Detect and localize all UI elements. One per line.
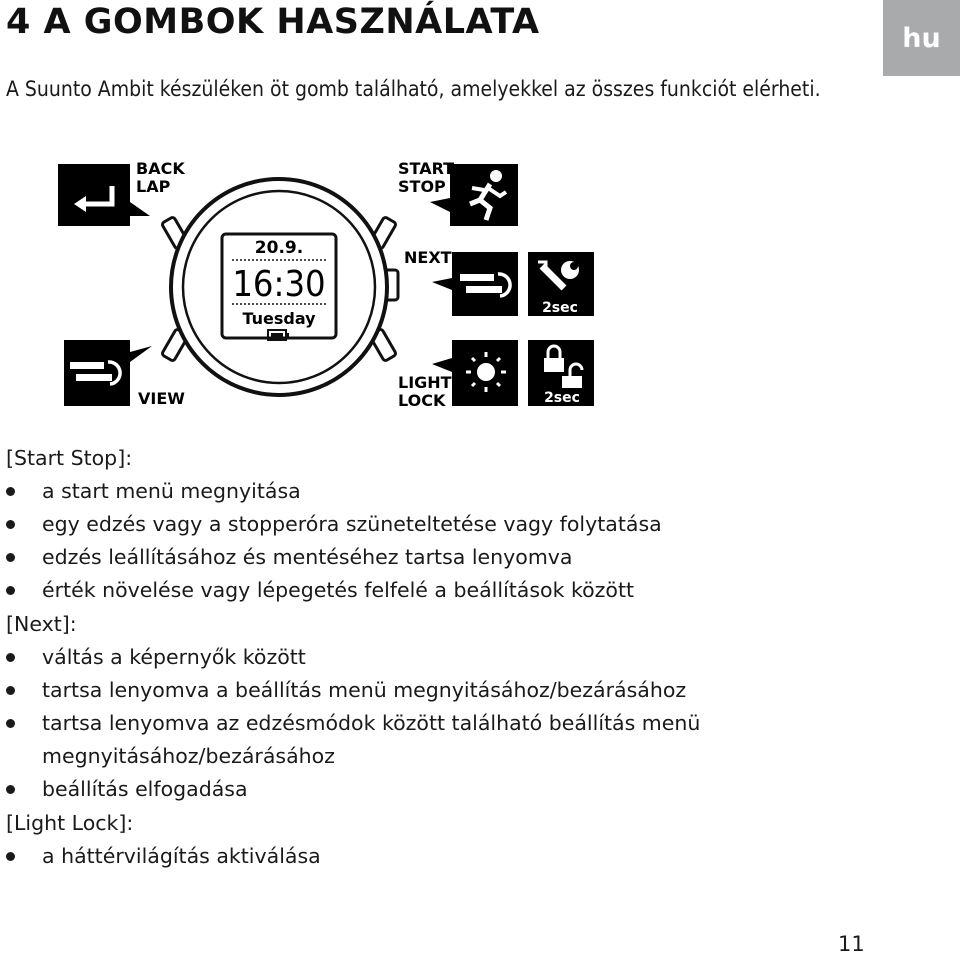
lap-label: LAP: [136, 177, 171, 196]
next-label: NEXT: [404, 248, 452, 267]
list-item: beállítás elfogadása: [6, 773, 906, 806]
list-item: váltás a képernyők között: [6, 641, 906, 674]
watch-date: 20.9.: [254, 238, 304, 258]
watch-day: Tuesday: [242, 309, 316, 328]
light-lock-list: [6, 840, 906, 873]
next-heading: [Next]:: [6, 612, 77, 636]
list-item: tartsa lenyomva a beállítás menü megnyitásához/bezárásához: [6, 674, 906, 707]
list-item: edzés leállításához és mentéséhez tartsa lenyomva: [6, 541, 906, 574]
page-title: 4 A GOMBOK HASZNÁLATA: [6, 2, 540, 42]
watch-buttons-figure: [0, 150, 960, 420]
wrench-hold-label: 2sec: [542, 300, 578, 316]
button-descriptions: [6, 441, 906, 873]
list-item: egy edzés vagy a stopperóra szüneteltetése vagy folytatása: [6, 508, 906, 541]
light-lock-heading: [Light Lock]:: [6, 811, 134, 835]
back-label: BACK: [136, 159, 185, 178]
watch-illustration: [161, 179, 398, 395]
list-item: a háttérvilágítás aktiválása: [6, 840, 906, 873]
lock-icon-box: [528, 340, 594, 406]
wrench-icon-box: [528, 252, 594, 316]
stop-label: STOP: [398, 177, 446, 196]
page-number: 11: [838, 932, 865, 956]
list-item: tartsa lenyomva az edzésmódok között található beállítás menü megnyitásához/bezárásához: [6, 707, 906, 773]
start-stop-list: [6, 475, 906, 607]
light-label: LIGHT: [398, 373, 452, 392]
watch-time: 16:30: [232, 264, 326, 305]
start-stop-heading: [Start Stop]:: [6, 446, 133, 470]
lock-label: LOCK: [398, 391, 446, 410]
list-item: a start menü megnyitása: [6, 475, 906, 508]
next-list: [6, 641, 906, 806]
start-label: START: [398, 159, 455, 178]
view-label: VIEW: [138, 389, 185, 408]
list-item: érték növelése vagy lépegetés felfelé a beállítások között: [6, 574, 906, 607]
intro-paragraph: A Suunto Ambit készüléken öt gomb található, amelyekkel az összes funkciót elérheti.: [6, 77, 821, 101]
lock-hold-label: 2sec: [544, 390, 580, 406]
language-tab: hu: [883, 0, 960, 76]
